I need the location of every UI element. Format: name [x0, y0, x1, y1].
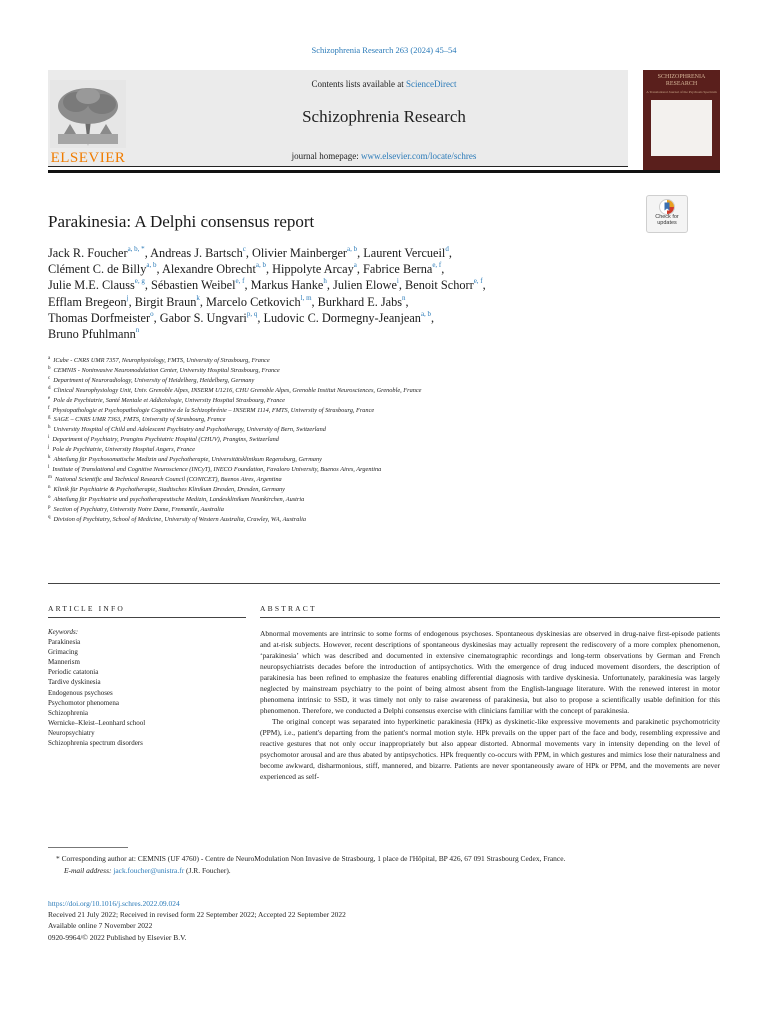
affiliation-letter: e — [48, 395, 51, 401]
corresponding-author-note: * Corresponding author at: CEMNIS (UF 4760) - Centre de NeuroModulation Non Invasive de Strasbourg, 1 place de l'Hôpital, BP 426, 67 091 Strasbourg Cedex, France. — [56, 854, 566, 863]
affiliation-item — [48, 425, 688, 435]
author-affiliation-marks[interactable]: k — [196, 293, 200, 302]
author-name[interactable]: Andreas J. Bartsch — [150, 246, 243, 260]
author-name[interactable]: Efflam Bregeon — [48, 294, 127, 309]
affiliation-text: Division of Psychiatry, School of Medicine, University of Western Australia, Crawley, WA, Australia — [53, 515, 307, 523]
affiliation-letter: h — [48, 425, 51, 431]
keyword-item: Wernicke–Kleist–Leonhard school — [48, 718, 146, 727]
email-note — [48, 865, 720, 877]
affiliation-text: ICube - CNRS UMR 7357, Neurophysiology, FMTS, University of Strasbourg, France — [53, 357, 270, 364]
author-name[interactable]: Gabor S. Ungvari — [159, 310, 247, 325]
author-affiliation-marks[interactable]: e, f — [235, 277, 245, 286]
affiliation-item — [48, 356, 688, 366]
affiliation-letter: p — [48, 504, 51, 510]
affiliation-item — [48, 366, 688, 376]
author-affiliation-marks[interactable]: o — [150, 309, 154, 318]
author-name[interactable]: Ludovic C. Dormegny-Jeanjean — [263, 310, 421, 325]
header-thick-rule — [48, 170, 720, 173]
affiliation-item — [48, 455, 688, 465]
author-affiliation-marks[interactable]: p, q — [246, 309, 258, 318]
affiliation-letter: c — [48, 375, 51, 381]
affiliation-text: SAGE – CNRS UMR 7363, FMTS, University of Strasbourg, France — [53, 416, 226, 424]
affiliation-letter: f — [48, 405, 50, 411]
email-link[interactable]: jack.foucher@unistra.fr — [113, 865, 185, 875]
received-dates: Received 21 July 2022; Received in revised form 22 September 2022; Accepted 22 September 2022 — [48, 910, 346, 920]
keyword-item: Schizophrenia spectrum disorders — [48, 739, 143, 748]
author-name[interactable]: Markus Hanke — [250, 278, 324, 293]
article-info-rule — [48, 617, 246, 618]
author-name[interactable]: Thomas Dorfmeister — [48, 310, 151, 325]
author-name[interactable]: Alexandre Obrecht — [161, 262, 256, 277]
keyword-item: Schizophrenia — [48, 708, 89, 717]
keyword-item: Neuropsychiatry — [48, 728, 95, 737]
affiliation-item — [48, 386, 688, 396]
author-name[interactable]: Olivier Mainberger — [251, 246, 348, 260]
affiliation-letter: m — [48, 474, 52, 480]
affiliation-text: Physiopathologie et Psychopathologie Cognitive de la Schizophrénie – INSERM 1114, FMTS, University of Strasbourg, France — [52, 406, 375, 414]
affiliation-text: Pole de Psychiatrie, University Hospital Angers, France — [52, 446, 195, 454]
email-label: E-mail address: — [64, 865, 114, 875]
journal-title: Schizophrenia Research — [302, 107, 466, 126]
author-name[interactable]: Hippolyte Arcay — [272, 262, 354, 277]
affiliation-item — [48, 435, 688, 445]
author-affiliation-marks[interactable]: d — [445, 245, 449, 253]
affiliation-text: Abteilung für Psychosomatische Medizin und Psychotherapie, Universitätsklinikum Regensburg, Germany — [53, 456, 322, 464]
author-affiliation-marks[interactable]: e, g — [134, 277, 145, 286]
footnotes — [48, 853, 720, 876]
author-name[interactable]: Birgit Braun — [134, 294, 197, 309]
keywords-label: Keywords: — [48, 628, 79, 636]
journal-cover-thumbnail[interactable] — [643, 70, 720, 170]
affiliation-text: University Hospital of Child and Adolescent Psychiatry and Psychotherapy, University of Bern, Switzerland — [53, 426, 326, 434]
affiliation-item — [48, 376, 688, 386]
author-name[interactable]: Julie M.E. Clauss — [48, 278, 135, 293]
affiliation-item — [48, 445, 688, 455]
abstract-rule — [260, 617, 720, 618]
affiliation-list — [48, 356, 688, 524]
keyword-item: Parakinesia — [48, 638, 81, 647]
affiliation-letter: a — [48, 356, 51, 361]
author-affiliation-marks[interactable]: c — [242, 245, 246, 253]
author-affiliation-marks[interactable]: j — [126, 293, 129, 302]
affiliation-text: Klinik für Psychiatrie & Psychotherapie, Stadtisches Klinikum Dresden, Dresden, Germany — [53, 485, 285, 493]
abstract-heading: ABSTRACT — [260, 604, 317, 613]
author-name[interactable]: Bruno Pfuhlmann — [48, 327, 136, 342]
affiliation-item — [48, 415, 688, 425]
keyword-item: Psychomotor phenomena — [48, 698, 119, 707]
abstract-paragraph-2: The original concept was separated into hyperkinetic parakinesia (HPk) as dyskinetic-like expressive movements and parakinetic psychomotricity (PPM), i.e., patient's departing from the patient's normal motion style. HPk prevails on the upper part of the face and body, resembling expressive and reactive gestures that not only occur inappropriately but also appear distorted. Abnormal movements vary in intensity depending on the level of psychomotor arousal and are thus abated by antipsychotics. HPk frequently co-occurs with PPM, in which gestures and mimics lose their naturalness and become awkward, disharmonious, stiff, mannered, and bizarre. Patients are never spontaneously aware of HPk or PPM, and the movements are never experienced as self- — [260, 717, 720, 781]
crossmark-icon — [659, 199, 675, 215]
elsevier-wordmark[interactable]: ELSEVIER — [50, 150, 126, 166]
affiliation-text: Department of Neuroradiology, University of Heidelberg, Heidelberg, Germany — [53, 376, 255, 384]
keyword-item: Grimacing — [48, 648, 78, 657]
affiliation-text: Pole de Psychiatrie, Santé Mentale et Addictologie, University Hospital Strasbourg, France — [53, 396, 285, 404]
affiliation-text: National Scientific and Technical Research Council (CONICET), Buenos Aires, Argentina — [54, 475, 282, 483]
author-affiliation-marks[interactable]: h — [323, 277, 327, 286]
author-list: Jack R. Foucher$^{a, b, *}$, Andreas J. Bartsch$^c$, Olivier Mainberger$^{a, b}$, Laurent Vercueil$^d$, Clément C. de Billy$^{a, b}$, Alexandre Obrecht$^{a, b}$, Hippolyte Arcay$^a$, Fabrice Berna$^{e, f}$, Julie M.E. Clauss$^{e, g}$, Sébastien Weibel$^{e, f}$, Markus Hanke$^h$, Julien Elowe$^i$, Benoit Schorr$^{e, f}$, Efflam Bregeon$^j$, Birgit Braun$^k$, Marcelo Cetkovich$^{l, m}$, Burkhard E. Jabs$^n$, Thomas Dorfmeister$^o$, Gabor S. Ungvari$^{p, q}$, Ludovic C. Dormegny-Jeanjean$^{a, b}$, Bruno Pfuhlmann$^n$ — [48, 245, 486, 342]
copyright-line: 0920-9964/© 2022 Published by Elsevier B.V. — [48, 932, 187, 942]
affiliation-item — [48, 485, 688, 495]
affiliation-text: Abteilung für Psychiatrie und psychotherapeutische Medizin, Landesklinikum Neunkirchen, Austria — [53, 495, 305, 503]
abstract-body — [260, 628, 720, 782]
sciencedirect-link[interactable]: ScienceDirect — [406, 79, 457, 89]
author-affiliation-marks[interactable]: a, b — [420, 309, 432, 318]
author-affiliation-marks[interactable]: a, b — [146, 261, 157, 270]
affiliation-item — [48, 475, 688, 485]
affiliation-letter: k — [48, 455, 51, 461]
affiliation-letter: g — [48, 415, 51, 421]
affiliation-letter: b — [48, 365, 51, 371]
author-affiliation-marks[interactable]: e, f — [432, 261, 442, 270]
homepage-link[interactable]: www.elsevier.com/locate/schres — [361, 151, 477, 161]
author-name[interactable]: Julien Elowe — [333, 278, 397, 293]
email-suffix: (J.R. Foucher). — [184, 865, 231, 875]
affiliation-letter: l — [48, 464, 50, 470]
header-bottom-rule — [48, 166, 628, 167]
affiliation-separator — [48, 583, 720, 584]
affiliation-letter: d — [48, 385, 51, 391]
affiliation-letter: o — [48, 494, 51, 500]
affiliation-item — [48, 515, 688, 525]
author-name[interactable]: Marcelo Cetkovich — [206, 294, 301, 309]
affiliation-letter: j — [48, 445, 50, 451]
author-affiliation-marks[interactable]: a — [353, 261, 357, 270]
affiliation-text: Clinical Neurophysiology Unit, Univ. Grenoble Alpes, INSERM U1216, CHU Grenoble Alpes, Grenoble Institut Neurosciences, Grenoble, France — [53, 386, 422, 394]
affiliation-text: Department of Psychiatry, Prangins Psychiatric Hospital (CHUV), Prangins, Switzerland — [52, 436, 279, 444]
homepage-prefix: journal homepage: — [291, 151, 362, 161]
author-name[interactable]: Fabrice Berna — [363, 262, 433, 277]
affiliation-letter: i — [48, 435, 50, 441]
affiliation-item — [48, 406, 688, 416]
keywords-block — [48, 627, 248, 748]
contents-prefix: Contents lists available at — [311, 79, 406, 89]
check-for-updates-label: Check for updates — [655, 214, 679, 226]
keyword-item: Tardive dyskinesia — [48, 678, 101, 687]
article-info-heading: ARTICLE INFO — [48, 604, 125, 613]
keywords-list — [48, 637, 248, 748]
cover-subtitle: A Translational Journal of the Psychosis Spectrum — [646, 90, 717, 94]
cover-title: SCHIZOPHRENIA RESEARCH — [657, 74, 706, 87]
keyword-item: Periodic catatonia — [48, 668, 99, 677]
affiliation-letter: q — [48, 514, 51, 520]
doi-link[interactable]: https://doi.org/10.1016/j.schres.2022.09.024 — [48, 899, 180, 908]
affiliation-item — [48, 495, 688, 505]
affiliation-text: Institute of Translational and Cognitive Neuroscience (INCyT), INECO Foundation, Favaloro University, Buenos Aires, Argentina — [52, 465, 382, 473]
author-name[interactable]: Burkhard E. Jabs — [317, 294, 403, 309]
author-affiliation-marks[interactable]: l, m — [300, 293, 312, 302]
check-for-updates-badge[interactable] — [646, 195, 688, 233]
abstract-paragraph-1: Abnormal movements are intrinsic to some forms of endogenous psychoses. Spontaneous dyskinesias are observed in drug-naive first-episode patients and at-risk subjects. However, recent descriptions of spontaneous dyskinesias may actually represent the rediscovery of a more complex phenomenon, ‘parakinesia’ which was described and documented in extensive cinematographic recordings and long-term observations by German and French neuropsychiatrists decades before the introduction of antipsychotics. With the emergence of drug induced movement disorders, the description of parakinesia has been refined to emphasize the features enabling differential diagnosis with tardive dyskinesia. Unfortunately, parakinesia was largely neglected by mainstream psychiatry to the point of being almost absent from the English-language literature. With the renewed interest in motor phenomena intrinsic to SSD, it was timely not only to raise awareness of parakinesia, but also to propose a scientifically usable definition for this phenomenon. Therefore, we conducted a Delphi consensus exercise with clinicians familiar with the concept of parakinesia. — [260, 629, 720, 715]
affiliation-letter: n — [48, 484, 51, 490]
author-affiliation-marks[interactable]: i — [396, 277, 399, 286]
keyword-item: Endogenous psychoses — [48, 688, 113, 697]
affiliation-item — [48, 396, 688, 406]
author-affiliation-marks[interactable]: a, b, * — [127, 245, 145, 253]
online-date: Available online 7 November 2022 — [48, 921, 153, 931]
author-name[interactable]: Sébastien Weibel — [151, 278, 236, 293]
affiliation-item — [48, 465, 688, 475]
author-name[interactable]: Jack R. Foucher — [48, 246, 128, 260]
author-affiliation-marks[interactable]: e, f — [473, 277, 483, 286]
affiliation-text: Section of Psychiatry, University Notre Dame, Fremantle, Australia — [53, 505, 224, 513]
author-affiliation-marks[interactable]: a, b — [347, 245, 358, 253]
footnote-rule — [48, 847, 128, 848]
affiliation-text: CEMNIS - Noninvasive Neuromodulation Center, University Hospital Strasbourg, France — [53, 366, 280, 374]
author-name[interactable]: Clément C. de Billy — [48, 262, 147, 277]
article-title: Parakinesia: A Delphi consensus report — [48, 212, 315, 231]
publication-info — [48, 898, 720, 943]
author-name[interactable]: Benoit Schorr — [405, 278, 474, 293]
author-affiliation-marks[interactable]: n — [402, 293, 406, 302]
author-affiliation-marks[interactable]: a, b — [255, 261, 266, 270]
journal-reference[interactable]: Schizophrenia Research 263 (2024) 45–54 — [311, 45, 457, 55]
keyword-item: Mannerism — [48, 658, 80, 667]
cover-panel — [651, 100, 712, 156]
author-affiliation-marks[interactable]: n — [135, 326, 140, 335]
author-name[interactable]: Laurent Vercueil — [363, 246, 446, 260]
affiliation-item — [48, 505, 688, 515]
